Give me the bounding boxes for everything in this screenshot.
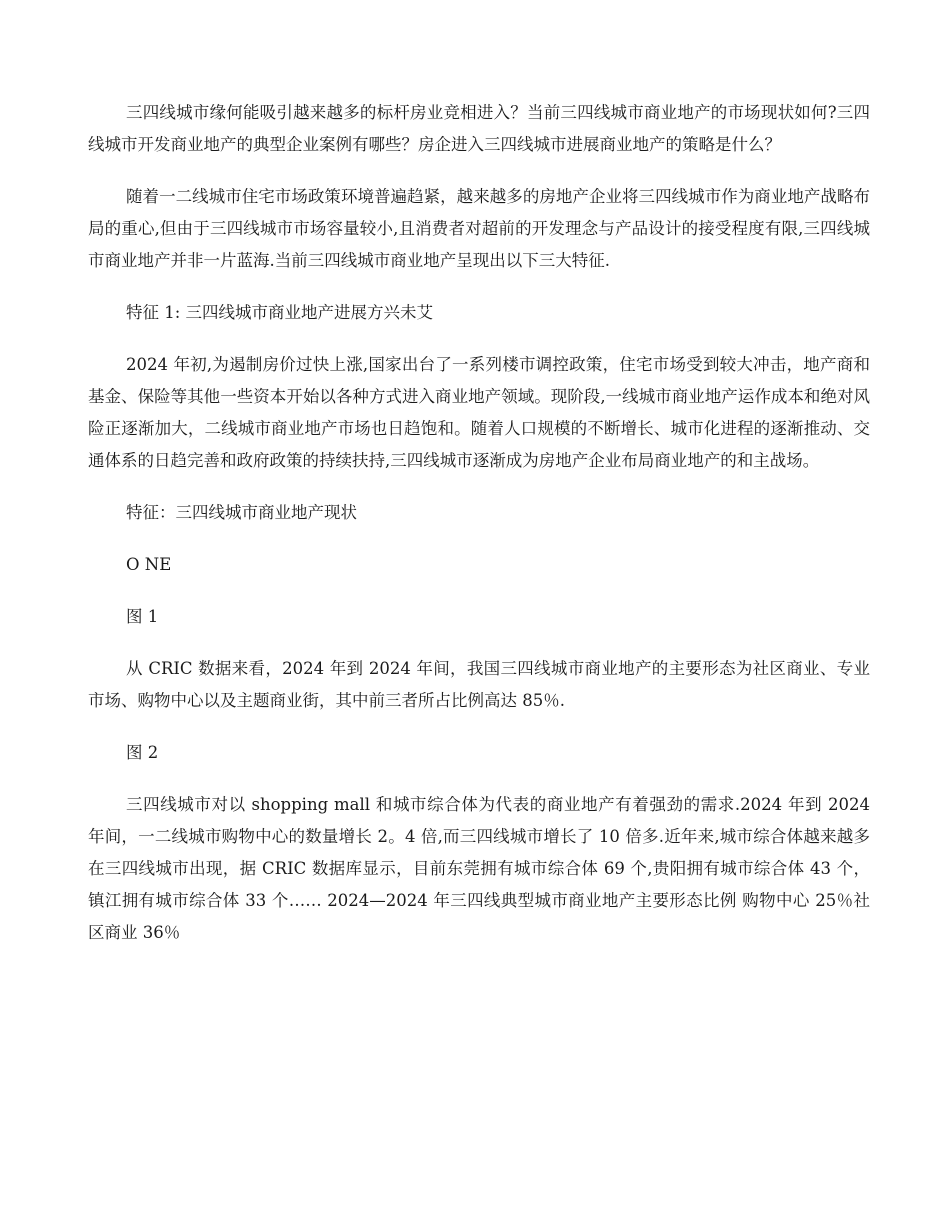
section-one-label: O NE [126,555,172,574]
shopping-mall-demand-paragraph: 三四线城市对以 shopping mall 和城市综合体为代表的商业地产有着强劲的需求.2024 年到 2024 年间，一二线城市购物中心的数量增长 2。4 倍,而三四线城市增长了 10 倍多.近年来,城市综合体越来越多在三四线城市出现，据 CRIC 数据库显示，目前东莞拥有城市综合体 69 个,贵阳拥有城市综合体 43 个，镇江拥有城市综合体 33 个…… 2024—2024 年三四线典型城市商业地产主要形态比例 购物中心 25％社区商业 36％ [88,795,870,942]
document-page [88,97,870,969]
cric-data-paragraph: 从 CRIC 数据来看，2024 年到 2024 年间，我国三四线城市商业地产的主要形态为社区商业、专业市场、购物中心以及主题商业街，其中前三者所占比例高达 85％. [88,659,870,710]
figure-1-label: 图 1 [126,607,159,626]
intro-question-paragraph: 三四线城市缘何能吸引越来越多的标杆房业竞相进入？当前三四线城市商业地产的市场现状如何?三四线城市开发商业地产的典型企业案例有哪些？房企进入三四线城市进展商业地产的策略是什么？ [88,103,870,154]
feature-1-body-paragraph: 2024 年初,为遏制房价过快上涨,国家出台了一系列楼市调控政策，住宅市场受到较大冲击，地产商和基金、保险等其他一些资本开始以各种方式进入商业地产领域。现阶段,一线城市商业地产运作成本和绝对风险正逐渐加大，二线城市商业地产市场也日趋饱和。随着人口规模的不断增长、城市化进程的逐渐推动、交通体系的日趋完善和政府政策的持续扶持,三四线城市逐渐成为房地产企业布局商业地产的和主战场。 [88,355,870,470]
market-background-paragraph: 随着一二线城市住宅市场政策环境普遍趋紧，越来越多的房地产企业将三四线城市作为商业地产战略布局的重心,但由于三四线城市市场容量较小,且消费者对超前的开发理念与产品设计的接受程度有限,三四线城市商业地产并非一片蓝海.当前三四线城市商业地产呈现出以下三大特征. [88,187,870,270]
feature-1-heading: 特征 1: 三四线城市商业地产进展方兴未艾 [126,303,434,322]
feature-status-heading: 特征：三四线城市商业地产现状 [126,503,357,522]
figure-2-label: 图 2 [126,743,159,762]
